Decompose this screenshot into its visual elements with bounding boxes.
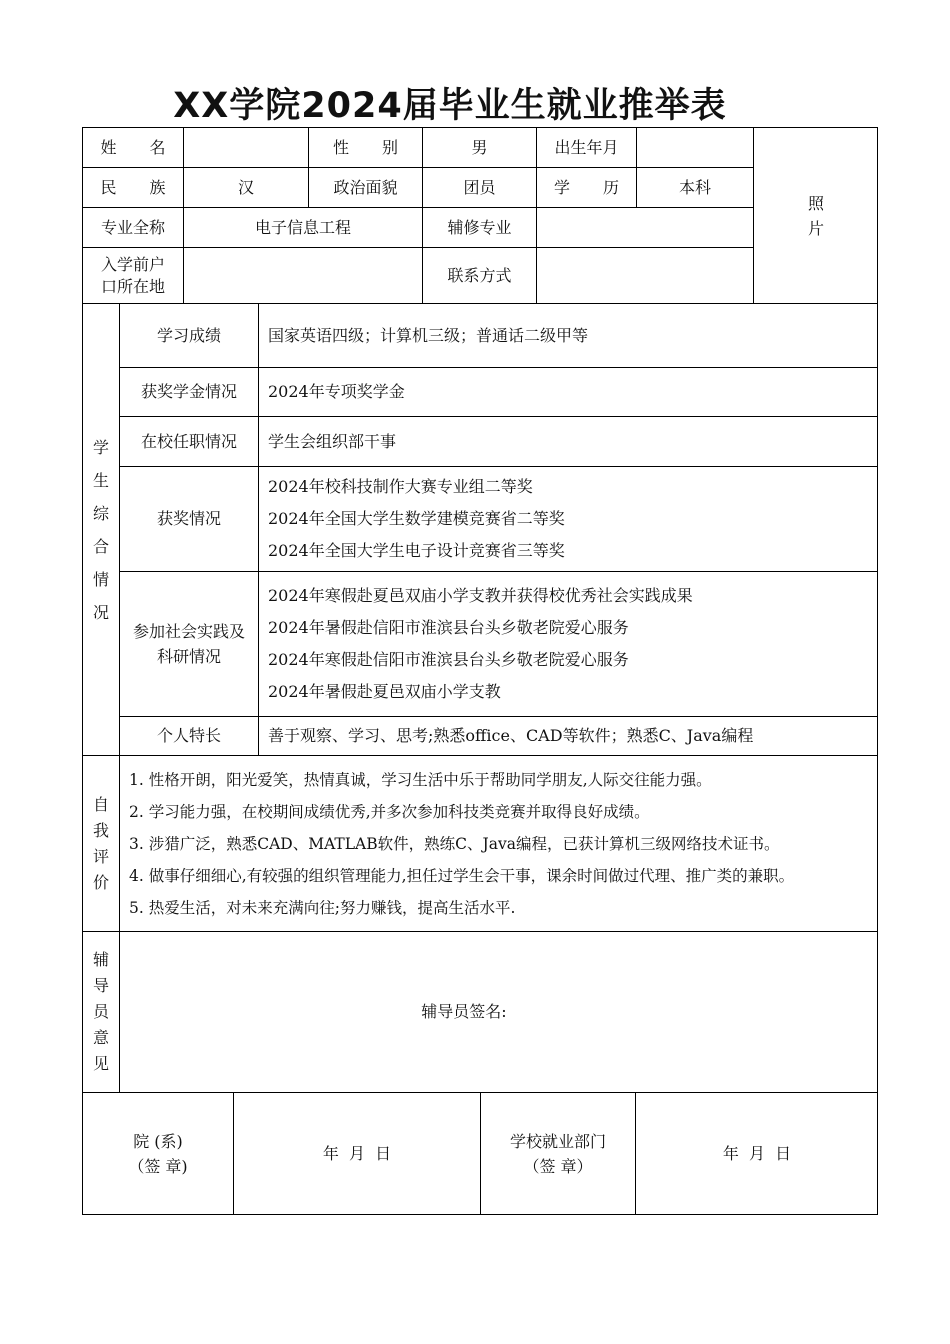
practice-label: 参加社会实践及 科研情况 bbox=[120, 572, 259, 717]
list-item: 2. 学习能力强，在校期间成绩优秀,并多次参加科技类竞赛并取得良好成绩。 bbox=[129, 802, 650, 821]
hukou-value bbox=[184, 248, 423, 304]
list-item: 2024年暑假赴夏邑双庙小学支教 bbox=[268, 682, 501, 701]
recommendation-form bbox=[82, 127, 878, 1215]
list-item: 2024年全国大学生数学建模竞赛省二等奖 bbox=[268, 509, 565, 528]
birth-label: 出生年月 bbox=[537, 128, 637, 168]
scholarship-label: 获奖学金情况 bbox=[120, 368, 259, 417]
gender-label: 性 别 bbox=[309, 128, 423, 168]
minor-value bbox=[537, 208, 754, 248]
list-item: 2024年全国大学生电子设计竞赛省三等奖 bbox=[268, 541, 565, 560]
form-title: XX学院2024届毕业生就业推举表 bbox=[173, 86, 727, 126]
photo-label-char: 片 bbox=[807, 218, 824, 238]
hukou-label: 入学前户 口所在地 bbox=[83, 248, 184, 304]
political-label: 政治面貌 bbox=[309, 168, 423, 208]
list-item: 2024年校科技制作大赛专业组二等奖 bbox=[268, 477, 533, 496]
contact-label: 联系方式 bbox=[423, 248, 537, 304]
counselor-signature-label: 辅导员签名: bbox=[421, 1002, 507, 1021]
minor-label: 辅修专业 bbox=[423, 208, 537, 248]
list-item: 2024年寒假赴信阳市淮滨县台头乡敬老院爱心服务 bbox=[268, 650, 629, 669]
practice-list bbox=[259, 572, 878, 717]
ethnicity-label: 民 族 bbox=[83, 168, 184, 208]
major-label: 专业全称 bbox=[83, 208, 184, 248]
photo-label-char: 照 bbox=[807, 193, 824, 213]
birth-value bbox=[637, 128, 754, 168]
position-value: 学生会组织部干事 bbox=[259, 417, 878, 467]
counselor-label: 辅 导 员 意 见 bbox=[83, 932, 120, 1093]
scholarship-value: 2024年专项奖学金 bbox=[259, 368, 878, 417]
study-value: 国家英语四级；计算机三级；普通话二级甲等 bbox=[259, 304, 878, 368]
contact-value bbox=[537, 248, 754, 304]
employment-seal-label: 学校就业部门 （签 章） bbox=[481, 1093, 636, 1215]
dept-date: 年 月 日 bbox=[234, 1093, 481, 1215]
employment-date: 年 月 日 bbox=[722, 1144, 792, 1163]
name-label: 姓 名 bbox=[83, 128, 184, 168]
list-item: 5. 热爱生活，对未来充满向往;努力赚钱，提高生活水平. bbox=[129, 898, 516, 917]
ethnicity-value: 汉 bbox=[184, 168, 309, 208]
dept-seal-label: 院 (系) （签 章) bbox=[83, 1093, 234, 1215]
name-value bbox=[184, 128, 309, 168]
list-item: 2024年暑假赴信阳市淮滨县台头乡敬老院爱心服务 bbox=[268, 618, 629, 637]
self-eval-label: 自 我 评 价 bbox=[83, 756, 120, 932]
photo-box bbox=[754, 128, 878, 304]
specialty-label: 个人特长 bbox=[120, 717, 259, 756]
gender-value: 男 bbox=[423, 128, 537, 168]
list-item: 3. 涉猎广泛，熟悉CAD、MATLAB软件，熟练C、Java编程，已获计算机三级网络技术证书。 bbox=[129, 834, 780, 853]
position-label: 在校任职情况 bbox=[120, 417, 259, 467]
self-eval-list bbox=[120, 756, 878, 932]
specialty-value: 善于观察、学习、思考;熟悉office、CAD等软件；熟悉C、Java编程 bbox=[259, 717, 878, 756]
comprehensive-section-label: 学 生 综 合 情 况 bbox=[83, 304, 120, 756]
list-item: 4. 做事仔细细心,有较强的组织管理能力,担任过学生会干事，课余时间做过代理、推广类的兼职。 bbox=[129, 866, 795, 885]
education-value: 本科 bbox=[637, 168, 754, 208]
study-label: 学习成绩 bbox=[120, 304, 259, 368]
list-item: 1. 性格开朗，阳光爱笑，热情真诚，学习生活中乐于帮助同学朋友,人际交往能力强。 bbox=[129, 770, 712, 789]
education-label: 学 历 bbox=[537, 168, 637, 208]
list-item: 2024年寒假赴夏邑双庙小学支教并获得校优秀社会实践成果 bbox=[268, 586, 693, 605]
awards-label: 获奖情况 bbox=[120, 467, 259, 572]
political-value: 团员 bbox=[423, 168, 537, 208]
awards-list bbox=[259, 467, 878, 572]
major-value: 电子信息工程 bbox=[184, 208, 423, 248]
counselor-opinion-box bbox=[120, 932, 878, 1093]
